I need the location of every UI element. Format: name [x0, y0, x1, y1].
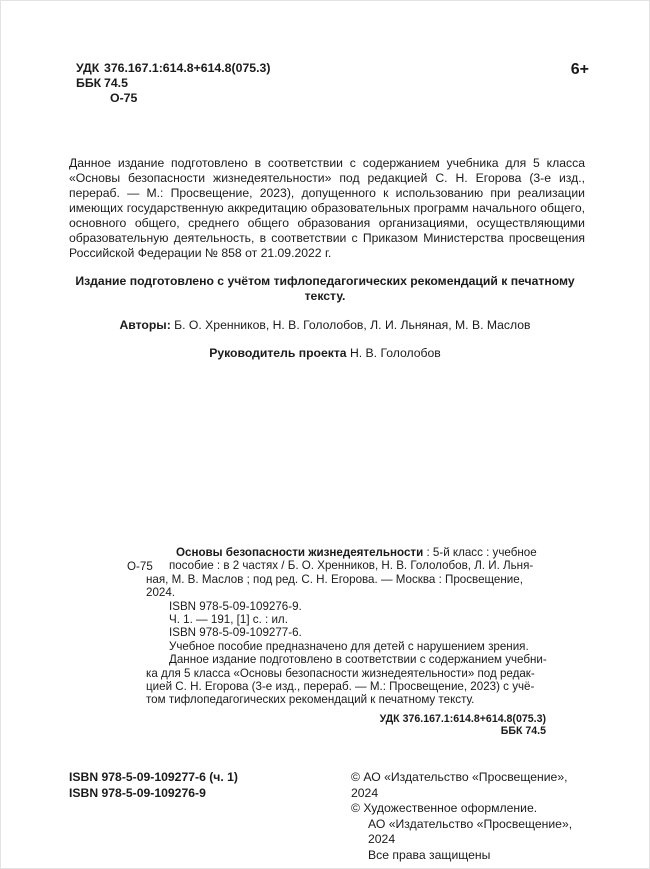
conformity-paragraph: Данное издание подготовлено в соответствии с содержанием учебника для 5 класса «Основы безопасности жизнедеятельности» под редакцией С. Н. Егорова (3-е изд., перераб. — М.: Просвещение, 2023), допущенного к использованию при реализации имеющих государственную аккредитацию образовательных программ начального общего, основного общего, среднего общего образования организациями, осуществляющими образовательную деятельность, в соответствии с Приказом Министерства просвещения Российской Федерации № 858 от 21.09.2022 г. — [69, 156, 585, 260]
udk-label: УДК — [76, 61, 100, 75]
catalog-author-code: О-75 — [127, 560, 153, 573]
author-code-row — [76, 91, 271, 106]
catalog-title-line — [146, 546, 546, 559]
catalog-classification-refs — [146, 713, 546, 738]
isbn-set-line: ISBN 978-5-09-109276-9 — [69, 785, 206, 800]
bbk-row — [76, 76, 271, 91]
catalog-line: том тифлопедагогических рекомендаций к печатному тексту. — [146, 693, 475, 707]
copyright-line: © Художественное оформление. — [351, 801, 538, 816]
isbn-block — [69, 770, 238, 863]
tiflo-notice: Издание подготовлено с учётом тифлопедагогических рекомендаций к печатному тексту. — [75, 274, 575, 303]
project-lead-label: Руководитель проекта — [209, 346, 347, 360]
bbk-value: 74.5 — [104, 76, 128, 90]
catalog-isbn-set-line: ISBN 978-5-09-109276-9. — [169, 599, 302, 613]
catalog-line: Данное издание подготовлено в соответствии с содержанием учебни- — [169, 653, 547, 667]
udk-bbk-block — [76, 61, 271, 106]
udk-row — [76, 61, 271, 76]
catalog-line: ная, М. В. Маслов ; под ред. С. Н. Егорова. — Москва : Просвещение, — [146, 572, 523, 586]
udk-value: 376.167.1:614.8+614.8(075.3) — [104, 61, 271, 75]
copyright-block — [351, 770, 591, 863]
authors-names: Б. О. Хренников, Н. В. Гололобов, Л. И. Льняная, М. В. Маслов — [174, 318, 531, 332]
bbk-label: ББК — [76, 76, 102, 90]
top-imprint-block — [1, 1, 649, 106]
catalog-isbn-part-line: ISBN 978-5-09-109277-6. — [169, 626, 302, 640]
catalog-line: 2024. — [146, 586, 176, 600]
footer-block — [69, 770, 591, 863]
age-rating-badge: 6+ — [570, 61, 589, 78]
catalog-title-rest: : 5-й класс : учебное — [423, 546, 537, 559]
catalog-card — [127, 546, 547, 738]
authors-line — [1, 318, 649, 333]
catalog-line: Учебное пособие предназначено для детей с нарушением зрения. — [169, 639, 529, 653]
catalog-line: цией С. Н. Егорова (3-е изд., перераб. — М.: Просвещение, 2023) с учё- — [146, 680, 535, 694]
catalog-line: ка для 5 класса «Основы безопасности жизнедеятельности» под редак- — [146, 666, 535, 680]
author-code: О-75 — [110, 91, 138, 105]
catalog-line: пособие : в 2 частях / Б. О. Хренников, Н. В. Гололобов, Л. И. Льня- — [169, 559, 534, 573]
catalog-bbk: ББК 74.5 — [500, 725, 546, 738]
isbn-part-line: ISBN 978-5-09-109277-6 (ч. 1) — [69, 770, 238, 785]
copyright-line: © АО «Издательство «Просвещение», 2024 — [351, 770, 568, 800]
project-lead-line — [1, 346, 649, 361]
catalog-title: Основы безопасности жизнедеятельности — [176, 546, 424, 559]
project-lead-name: Н. В. Гололобов — [349, 346, 441, 360]
copyright-line: АО «Издательство «Просвещение», 2024 — [368, 816, 573, 847]
catalog-udk: УДК 376.167.1:614.8+614.8(075.3) — [379, 712, 546, 725]
copyright-line: Все права защищены — [368, 847, 491, 862]
catalog-part-line: Ч. 1. — 191, [1] с. : ил. — [169, 613, 288, 627]
authors-label: Авторы: — [119, 318, 171, 332]
